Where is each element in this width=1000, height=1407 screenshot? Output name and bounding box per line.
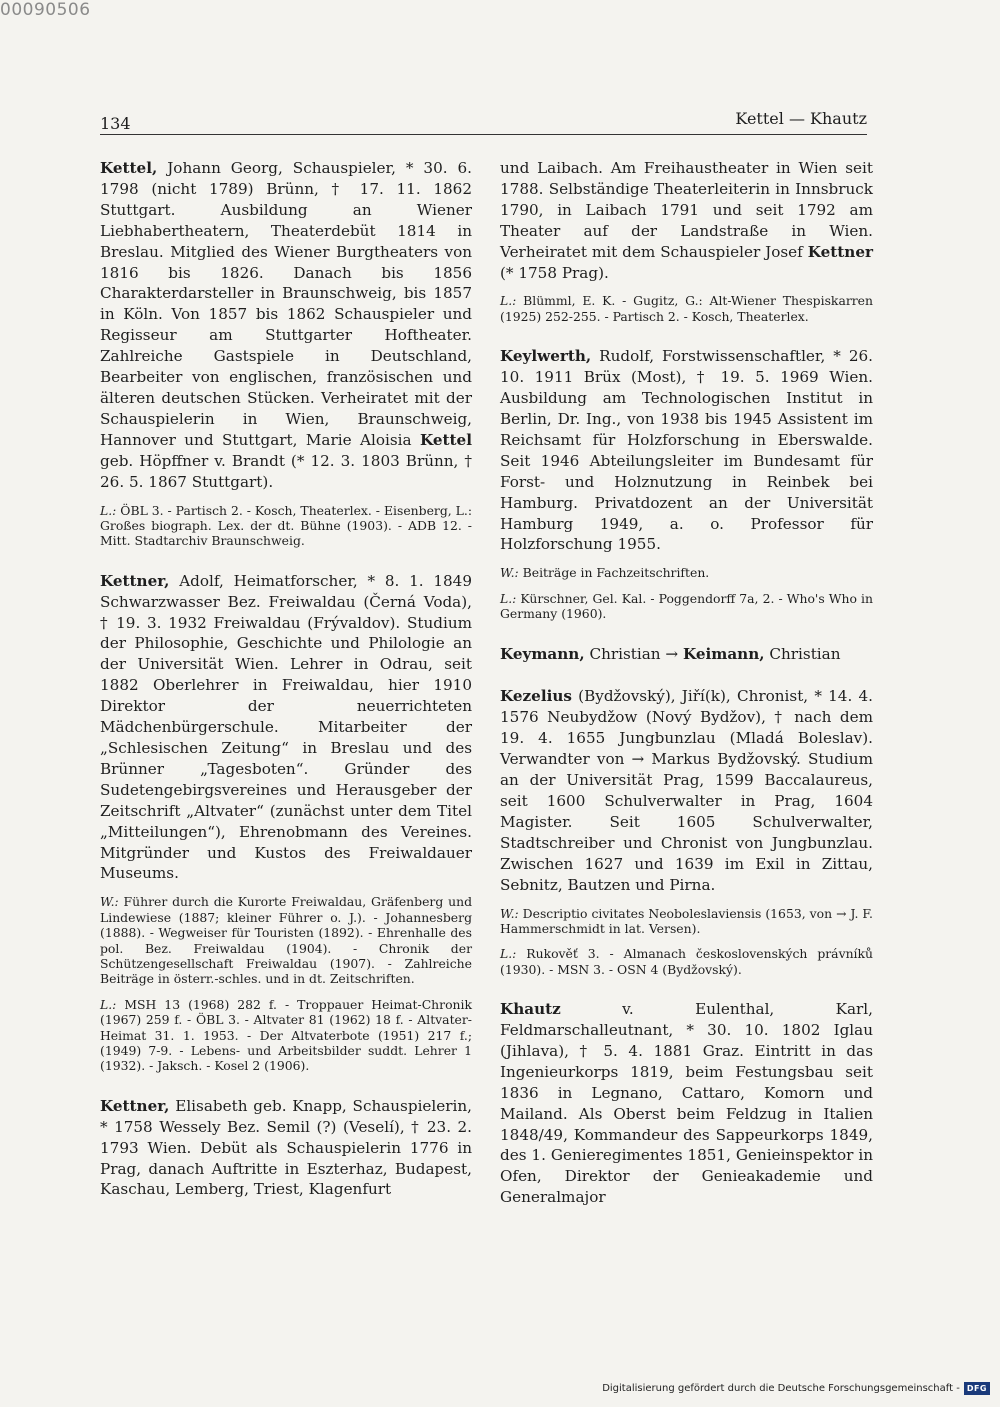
literature-ref [500, 293, 873, 324]
cross-reference-lemma: Keimann, [682, 644, 765, 663]
ref-text: Rukověť 3. - Almanach československých právníků (1930). - MSN 3. - OSN 4 (Bydžovský). [500, 946, 873, 977]
ref-label: L.: [100, 502, 117, 518]
archive-stamp: 00090506 [0, 0, 91, 20]
ref-label: W.: [500, 565, 519, 581]
ref-label: W.: [500, 905, 519, 921]
entry-kettner-elisabeth [100, 1096, 472, 1201]
entry-text [500, 644, 873, 665]
entry-lemma: Keymann, [500, 644, 585, 663]
literature-ref [500, 946, 873, 977]
entry-text [500, 999, 873, 1208]
ref-label: L.: [500, 590, 517, 606]
ref-text: Beiträge in Fachzeitschriften. [518, 565, 710, 581]
works-ref [500, 565, 873, 580]
literature-ref [500, 591, 873, 622]
ref-label: L.: [500, 293, 517, 309]
ref-text: Blümml, E. K. - Gugitz, G.: Alt-Wiener Thespiskarren (1925) 252-255. - Partisch 2. - Kosch, Theaterlex. [500, 293, 873, 324]
ref-text: Descriptio civitates Neoboleslaviensis (1653, von → J. F. Hammerschmidt in lat. Versen). [500, 905, 873, 936]
entry-text [500, 686, 873, 895]
works-ref [500, 906, 873, 937]
ref-text: Kürschner, Gel. Kal. - Poggendorff 7a, 2. - Who's Who in Germany (1960). [500, 590, 873, 622]
entry-lemma: Kezelius [500, 687, 572, 706]
entry-lemma: Kettel, [100, 159, 158, 177]
entry-text [500, 158, 873, 283]
entry-body: Elisabeth geb. Knapp, Schauspielerin, * 1758 Wessely Bez. Semil (?) (Veselí), † 23. 2. 1793 Wien. Debüt als Schauspielerin 1776 in Prag, danach Auftritte in Eszterhaz, Budapest, Kaschau, Lemberg, Triest, Klagenfurt [100, 1096, 472, 1199]
entry-body: Rudolf, Forstwissenschaftler, * 26. 10. 1911 Brüx (Most), † 19. 5. 1969 Wien. Ausbildung am Technologischen Institut in Berlin, Dr. Ing., von 1938 bis 1945 Assistent im Reichsamt für Holzforschung in Eberswalde. Seit 1946 Abteilungsleiter im Bundesamt für Forst- und Holznutzung in Reinbek bei Hamburg. Privatdozent an der Universität Hamburg 1949, a. o. Professor für Holzforschung 1955. [500, 347, 873, 554]
ref-label: L.: [100, 996, 117, 1012]
entry-body-cont: Christian [764, 644, 841, 663]
entry-kettel-johann [100, 158, 472, 549]
entry-keymann [500, 644, 873, 665]
dfg-logo-icon: DFG [964, 1382, 990, 1395]
entry-text [500, 346, 873, 555]
entry-lemma: Kettner, [100, 1096, 170, 1115]
entry-kezelius [500, 686, 873, 977]
left-column [100, 158, 472, 1222]
page-number: 134 [100, 114, 131, 133]
entry-text [100, 571, 472, 885]
literature-ref [100, 503, 472, 549]
entry-body-cont: geb. Höpffner v. Brandt (* 12. 3. 1803 Brünn, † 26. 5. 1867 Stuttgart). [100, 451, 472, 491]
entry-lemma: Khautz [500, 1000, 561, 1019]
ref-text: MSH 13 (1968) 282 f. - Troppauer Heimat-Chronik (1967) 259 f. - ÖBL 3. - Altvater 81 (1962) 18 f. - Altvater-Heimat 31. 1. 1953. - Der Altvaterbote (1951) 217 f.; (1949) 7-9. - Lebens- und Arbeitsbilder suddt. Lehrer 1 (1932). - Jaksch. - Kosel 2 (1906). [100, 996, 472, 1074]
works-ref [100, 894, 472, 986]
entry-text [100, 1096, 472, 1201]
entry-text [100, 158, 472, 493]
entry-keylwerth [500, 346, 873, 621]
ref-text: Führer durch die Kurorte Freiwaldau, Gräfenberg und Lindewiese (1887; kleiner Führer o. J.). - Johannesberg (1888). - Wegweiser für Touristen (1892). - Ehrenhalle des pol. Bez. Freiwaldau (1904). - Chronik der Schützengesellschaft Freiwaldau (1907). - Zahlreiche Beiträge in österr.-schles. und in dt. Zeitschriften. [100, 894, 472, 987]
entry-khautz [500, 999, 873, 1208]
right-column [500, 158, 873, 1230]
entry-kettner-elisabeth-cont [500, 158, 873, 324]
entry-inline-lemma: Kettel [420, 430, 472, 449]
ref-text: ÖBL 3. - Partisch 2. - Kosch, Theaterlex. - Eisenberg, L.: Großes biograph. Lex. der dt. Bühne (1903). - ADB 12. - Mitt. Stadtarchiv Braunschweig. [100, 502, 472, 549]
footer-credit [602, 1382, 990, 1395]
entry-lemma: Kettner, [100, 571, 170, 590]
entry-body: Johann Georg, Schauspieler, * 30. 6. 1798 (nicht 1789) Brünn, † 17. 11. 1862 Stuttgart. Ausbildung an Wiener Liebhabertheatern, Theaterdebüt 1814 in Breslau. Mitglied des Wiener Burgtheaters von 1816 bis 1826. Danach bis 1856 Charakterdarsteller in Braunschweig, bis 1857 in Köln. Von 1857 bis 1862 Schauspieler und Regisseur am Stuttgarter Hoftheater. Zahlreiche Gastspiele in Deutschland, Bearbeiter von englischen, französischen und älteren deutschen Stücken. Verheiratet mit der Schauspielerin in Wien, Braunschweig, Hannover und Stuttgart, Marie Aloisia [100, 159, 472, 449]
literature-ref [100, 997, 472, 1074]
running-head: Kettel — Khautz [735, 109, 867, 128]
entry-inline-lemma: Kettner [807, 242, 873, 261]
entry-body: v. Eulenthal, Karl, Feldmarschalleutnant, * 30. 10. 1802 Iglau (Jihlava), † 5. 4. 1881 Graz. Eintritt in das Ingenieurkorps 1819, beim Festungsbau seit 1836 in Legnano, Cattaro, Komorn und Mailand. Als Oberst beim Feldzug in Italien 1848/49, Kommandeur des Sappeurkorps 1849, des 1. Genieregimentes 1851, Genieinspektor in Ofen, Direktor der Genieakademie und Generalmajor [500, 1000, 873, 1207]
entry-body: Christian → [584, 644, 683, 663]
entry-body-cont: (* 1758 Prag). [500, 263, 609, 282]
entry-lemma: Keylwerth, [500, 347, 592, 366]
ref-label: W.: [100, 894, 119, 910]
entry-kettner-adolf [100, 571, 472, 1074]
header-rule [100, 134, 867, 135]
footer-text: Digitalisierung gefördert durch die Deutsche Forschungsgemeinschaft - [602, 1383, 960, 1394]
entry-body: und Laibach. Am Freihaustheater in Wien seit 1788. Selbständige Theaterleiterin in Innsbruck 1790, in Laibach 1791 und seit 1792 am Theater auf der Landstraße in Wien. Verheiratet mit dem Schauspieler Josef [500, 159, 873, 261]
entry-body: Adolf, Heimatforscher, * 8. 1. 1849 Schwarzwasser Bez. Freiwaldau (Černá Voda), † 19. 3. 1932 Freiwaldau (Frývaldov). Studium der Philosophie, Geschichte und Philologie an der Universität Wien. Lehrer in Odrau, seit 1882 Oberlehrer in Freiwaldau, hier 1910 Direktor der neuerrichteten Mädchenbürgerschule. Mitarbeiter der „Schlesischen Zeitung“ in Breslau und des Brünner „Tagesboten“. Gründer des Sudetengebirgsvereines und Herausgeber der Zeitschrift „Altvater“ (zunächst unter dem Titel „Mitteilungen“), Ehrenobmann des Vereines. Mitgründer und Kustos des Freiwaldauer Museums. [100, 571, 472, 883]
ref-label: L.: [500, 946, 517, 962]
entry-body: (Bydžovský), Jiří(k), Chronist, * 14. 4. 1576 Neubydžow (Nový Bydžov), † nach dem 19. 4. 1655 Jungbunzlau (Mladá Boleslav). Verwandter von → Markus Bydžovský. Studium an der Universität Prag, 1599 Baccalaureus, seit 1600 Schulverwalter in Prag, 1604 Magister. Seit 1605 Schulverwalter, Stadtschreiber und Chronist von Jungbunzlau. Zwischen 1627 und 1639 im Exil in Zittau, Sebnitz, Bautzen und Pirna. [500, 687, 873, 894]
